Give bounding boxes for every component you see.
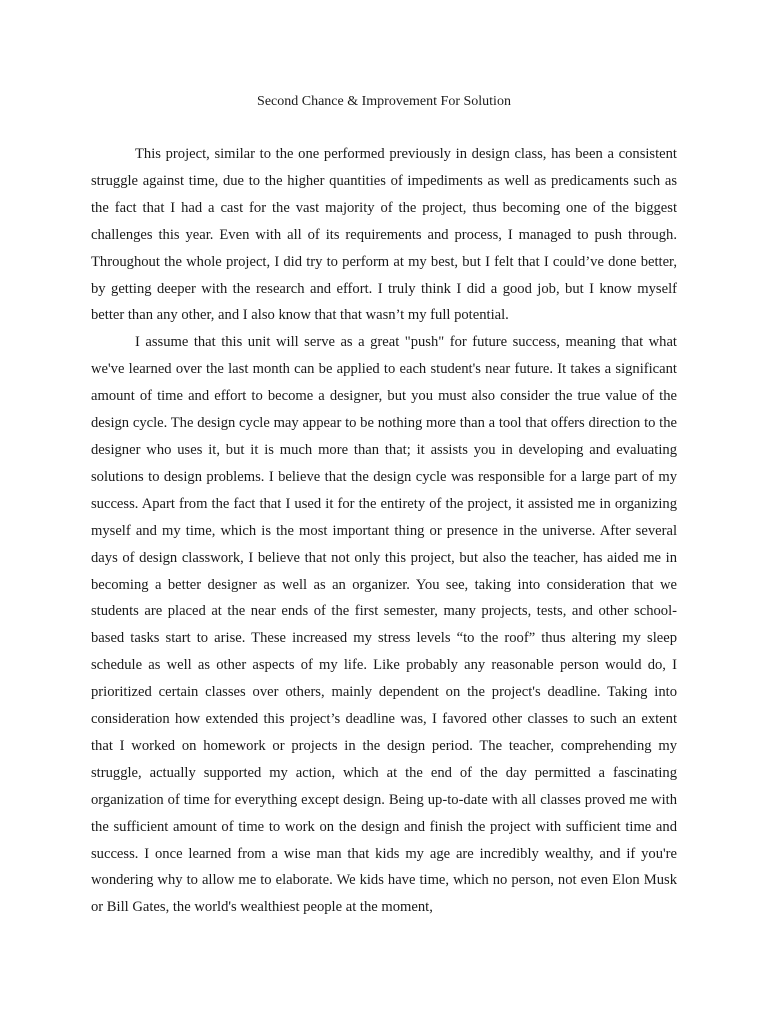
document-title: Second Chance & Improvement For Solution (257, 94, 511, 109)
body-paragraph: This project, similar to the one performed previously in design class, has been a consistent struggle against time, due to the higher quantities of impediments as well as predicaments such as the fact that I had a cast for the vast majority of the project, thus becoming one of the biggest challenges this year. Even with all of its requirements and process, I managed to push through. Throughout the whole project, I did try to perform at my best, but I felt that I could’ve done better, by getting deeper with the research and effort. I truly think I did a good job, but I know myself better than any other, and I also know that that wasn’t my full potential. (91, 146, 677, 324)
document-body (91, 141, 677, 921)
body-paragraph: I assume that this unit will serve as a great "push" for future success, meaning that what we've learned over the last month can be applied to each student's near future. It takes a significant amount of time and effort to become a designer, but you must also consider the true value of the design cycle. The design cycle may appear to be nothing more than a tool that offers direction to the designer who uses it, but it is much more than that; it assists you in developing and evaluating solutions to design problems. I believe that the design cycle was responsible for a large part of my success. Apart from the fact that I used it for the entirety of the project, it assisted me in organizing myself and my time, which is the most important thing or presence in the universe. After several days of design classwork, I believe that not only this project, but also the teacher, has aided me in becoming a better designer as well as an organizer. You see, taking into consideration that we students are placed at the near ends of the first semester, many projects, tests, and other school-based tasks start to arise. These increased my stress levels “to the roof” thus altering my sleep schedule as well as other aspects of my life. Like probably any reasonable person would do, I prioritized certain classes over others, mainly dependent on the project's deadline. Taking into consideration how extended this project’s deadline was, I favored other classes to such an extent that I worked on homework or projects in the design period. The teacher, comprehending my struggle, actually supported my action, which at the end of the day permitted a fascinating organization of time for everything except design. Being up-to-date with all classes proved me with the sufficient amount of time to work on the design and finish the project with sufficient time and success. I once learned from a wise man that kids my age are incredibly wealthy, and if you're wondering why to allow me to elaborate. We kids have time, which no person, not even Elon Musk or Bill Gates, the world's wealthiest people at the moment, (91, 334, 677, 916)
